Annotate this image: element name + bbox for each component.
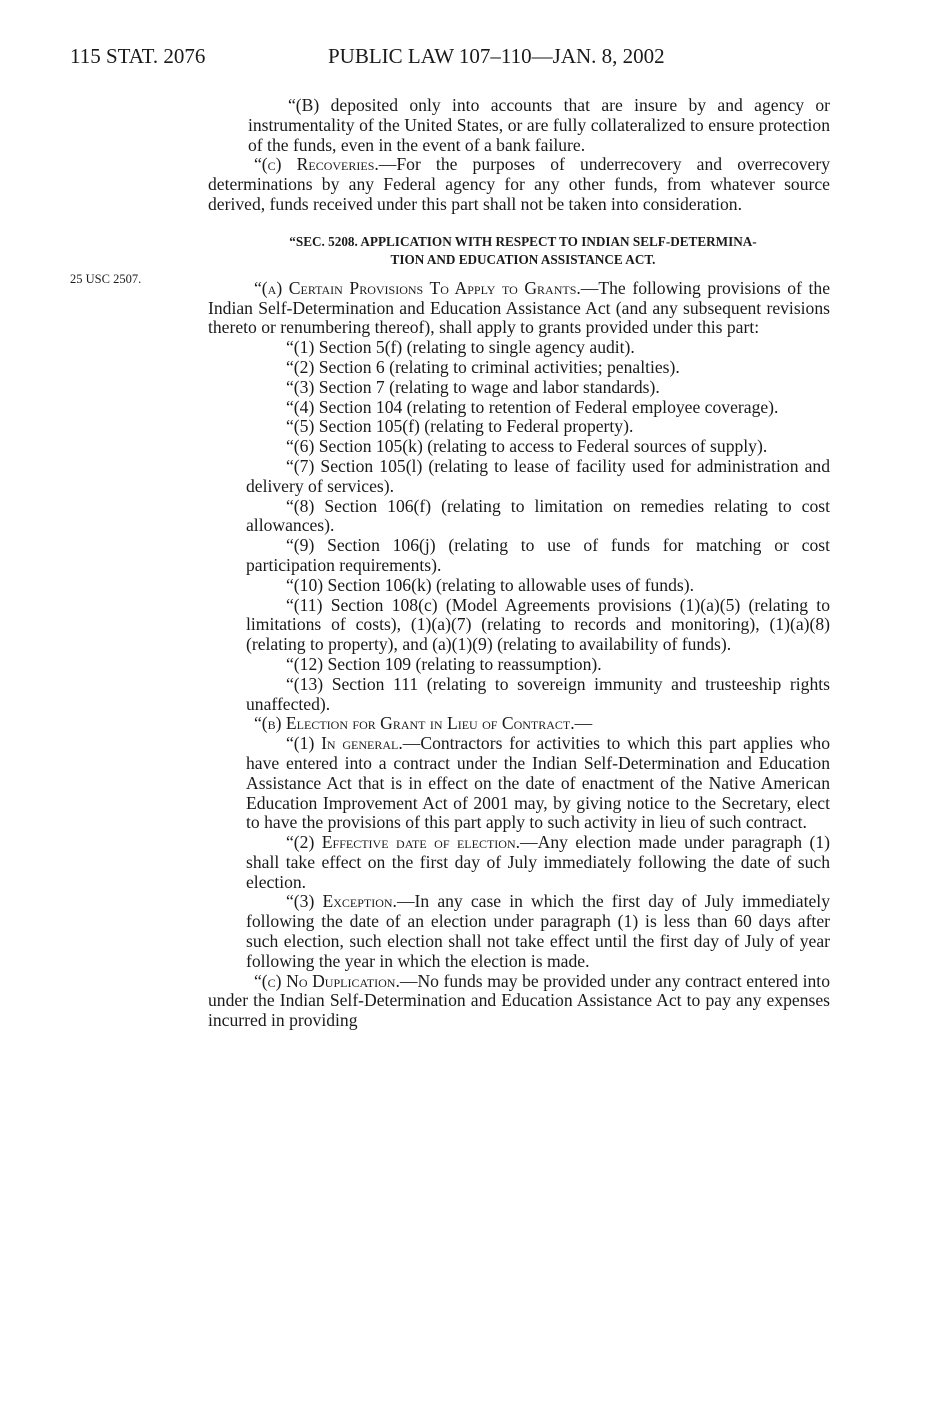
list-item: “(6) Section 105(k) (relating to access to Federal sources of supply). <box>286 436 768 457</box>
paragraph-b1-in-general <box>208 734 830 833</box>
section-heading-line-2: TION AND EDUCATION ASSISTANCE ACT. <box>390 251 656 267</box>
recoveries-text: —For the purposes of underrecovery and overrecovery determinations by any Federal agency for any other funds, from whatever source derived, funds received under this part shall not be taken into consideration. <box>208 154 830 214</box>
section-heading-line-1: “SEC. 5208. APPLICATION WITH RESPECT TO INDIAN SELF-DETERMINA- <box>289 233 757 249</box>
certain-provisions-text: —The following provisions of the Indian Self-Determination and Education Assistance Act (and any subsequent revisions thereto or renumbering thereof), shall apply to grants provided under this part: <box>208 277 830 338</box>
paragraph-b-election-heading: “(b) Election for Grant in Lieu of Contract.— <box>254 713 593 734</box>
list-item: “(9) Section 106(j) (relating to use of funds for matching or cost participation requirements). <box>246 535 830 575</box>
list-item: “(13) Section 111 (relating to sovereign immunity and trusteeship rights unaffected). <box>246 673 830 714</box>
list-item: “(10) Section 106(k) (relating to allowable uses of funds). <box>286 574 694 595</box>
list-item: “(2) Section 6 (relating to criminal activities; penalties). <box>286 356 680 377</box>
running-title: PUBLIC LAW 107–110—JAN. 8, 2002 <box>328 44 665 68</box>
paragraph-b2-effective-date <box>208 833 830 892</box>
statute-text <box>208 96 830 1031</box>
list-item: “(3) Section 7 (relating to wage and labor standards). <box>286 376 660 397</box>
list-item: “(11) Section 108(c) (Model Agreements provisions (1)(a)(5) (relating to limitations of costs), (1)(a)(7) (relating to records and monitoring), (1)(a)(8) (relating to property), and (a)(1)(9) (relating to availability of funds). <box>246 594 830 655</box>
effective-date-heading: “(2) Effective date of election. <box>286 832 521 853</box>
certain-provisions-heading: “(a) Certain Provisions To Apply to Grants. <box>254 277 581 298</box>
in-general-text: —Contractors for activities to which this part applies who have entered into a contract under the Indian Self-Determination and Education Assistance Act that is in effect on the date of enactment of the Native American Education Improvement Act of 2001 may, by giving notice to the Secretary, elect to have the provisions of this part apply to such activity in lieu of such contract. <box>246 733 830 833</box>
list-item: “(12) Section 109 (relating to reassumption). <box>286 653 602 674</box>
paragraph-c-recoveries <box>208 155 830 214</box>
list-item: “(4) Section 104 (relating to retention of Federal employee coverage). <box>286 396 779 417</box>
paragraph-c-no-duplication <box>208 972 830 1031</box>
list-item: “(1) Section 5(f) (relating to single agency audit). <box>286 337 635 358</box>
recoveries-heading: “(c) Recoveries. <box>254 154 379 175</box>
exception-heading: “(3) Exception. <box>286 891 397 912</box>
statute-page-number: 115 STAT. 2076 <box>70 44 206 68</box>
in-general-heading: “(1) In general. <box>286 733 403 754</box>
usc-citation-margin-note: 25 USC 2507. <box>70 272 142 286</box>
no-duplication-text: —No funds may be provided under any contract entered into under the Indian Self-Determination and Education Assistance Act to pay any expenses incurred in providing <box>208 970 830 1031</box>
paragraph-b3-exception <box>208 892 830 971</box>
provisions-list <box>208 338 830 714</box>
page-header <box>70 44 850 76</box>
paragraph-a-certain-provisions <box>208 279 830 338</box>
no-duplication-heading: “(c) No Duplication. <box>254 970 400 991</box>
exception-text: —In any case in which the first day of July immediately following the date of an election under paragraph (1) is less than 60 days after such election, such election shall not take effect until the first day of July of year following the year in which the election is made. <box>246 891 830 971</box>
paragraph-b-deposited: “(B) deposited only into accounts that are insure by and agency or instrumentality of the United States, or are fully collateralized to ensure protection of the funds, even in the event of a bank failure. <box>248 95 830 155</box>
list-item: “(5) Section 105(f) (relating to Federal property). <box>286 416 634 437</box>
effective-date-text: —Any election made under paragraph (1) shall take effect on the first day of July immediately following the date of such election. <box>246 832 830 892</box>
section-heading <box>208 233 830 269</box>
list-item: “(7) Section 105(l) (relating to lease of facility used for administration and delivery of services). <box>246 455 830 496</box>
list-item: “(8) Section 106(f) (relating to limitation on remedies relating to cost allowances). <box>246 495 830 536</box>
